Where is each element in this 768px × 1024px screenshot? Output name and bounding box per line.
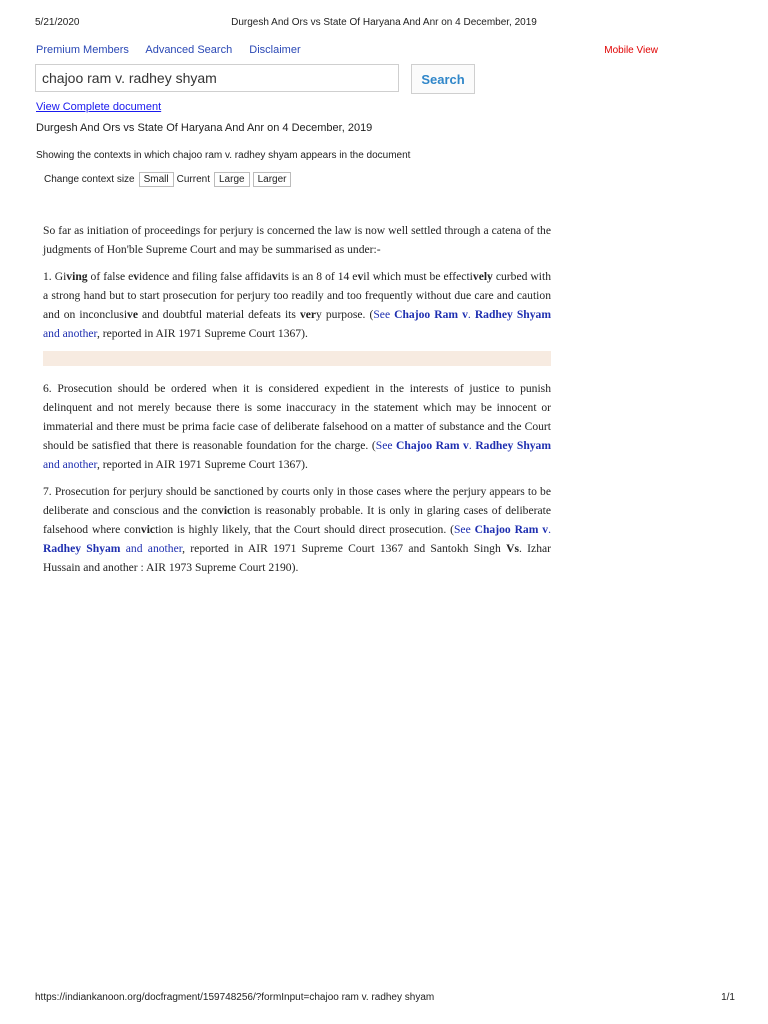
top-nav bbox=[36, 44, 658, 56]
case-link-radhey-shyam[interactable]: Radhey Shyam bbox=[474, 307, 551, 321]
context-size-label: Change context size bbox=[44, 174, 135, 185]
search-input[interactable] bbox=[35, 64, 399, 92]
paragraph-1: 1. Giving of false evidence and filing false affidavits is an 8 of 14 evil which must be effectively curbed with a strong hand but to start prosecution for perjury too readily and too frequently without due care and caution and on inconclusive and doubtful material defeats its very purpose. (See Chajoo Ram v. Radhey Shyam and another, reported in AIR 1971 Supreme Court 1367). bbox=[43, 269, 552, 340]
document-content bbox=[43, 222, 551, 586]
case-link-radhey-shyam[interactable]: Radhey Shyam bbox=[475, 439, 552, 453]
advanced-search-link[interactable]: Advanced Search bbox=[145, 44, 233, 56]
print-url: https://indiankanoon.org/docfragment/159748256/?formInput=chajoo ram v. radhey shyam bbox=[35, 992, 435, 1003]
print-title: Durgesh And Ors vs State Of Haryana And Anr on 4 December, 2019 bbox=[231, 17, 537, 28]
context-small-button[interactable]: Small bbox=[139, 172, 174, 187]
context-size-controls bbox=[44, 172, 294, 187]
premium-members-link[interactable]: Premium Members bbox=[36, 44, 129, 56]
print-date: 5/21/2020 bbox=[35, 17, 80, 28]
document-title: Durgesh And Ors vs State Of Haryana And Anr on 4 December, 2019 bbox=[36, 122, 373, 134]
page-number: 1/1 bbox=[721, 992, 735, 1003]
context-large-button[interactable]: Large bbox=[214, 172, 250, 187]
search-button[interactable]: Search bbox=[411, 64, 475, 94]
case-link-chajoo-ram[interactable]: Chajoo Ram bbox=[394, 307, 459, 321]
paragraph-6: 6. Prosecution should be ordered when it is considered expedient in the interests of justice to punish delinquent and not merely because there is some inaccuracy in the statement which may be innocent or immaterial and there must be prima facie case of deliberate falsehood on a matter of substance and the Court should be satisfied that there is reasonable foundation for the charge. (See Chajoo Ram v. Radhey Shyam and another, reported in AIR 1971 Supreme Court 1367). bbox=[43, 382, 552, 472]
context-current-label: Current bbox=[176, 174, 210, 185]
case-link-chajoo-ram[interactable]: Chajoo Ram bbox=[474, 522, 539, 536]
context-separator bbox=[43, 351, 551, 366]
case-link-chajoo-ram[interactable]: Chajoo Ram bbox=[396, 439, 460, 453]
paragraph-7: 7. Prosecution for perjury should be sanctioned by courts only in those cases where the perjury appears to be deliberate and conscious and the conviction is reasonably probable. It is only in glaring cases of deliberate falsehood where conviction is highly likely, that the Court should direct prosecution. (See Chajoo Ram v. Radhey Shyam and another, reported in AIR 1971 Supreme Court 1367 and Santokh Singh Vs. Izhar Hussain and another : AIR 1973 Supreme Court 2190). bbox=[43, 484, 551, 574]
view-complete-document-link[interactable]: View Complete document bbox=[36, 101, 162, 113]
case-link-radhey-shyam[interactable]: Radhey Shyam bbox=[43, 541, 121, 555]
disclaimer-link[interactable]: Disclaimer bbox=[249, 44, 301, 56]
context-note: Showing the contexts in which chajoo ram v. radhey shyam appears in the document bbox=[36, 150, 411, 161]
context-larger-button[interactable]: Larger bbox=[253, 172, 292, 187]
mobile-view-link[interactable]: Mobile View bbox=[604, 45, 658, 56]
paragraph-intro: So far as initiation of proceedings for perjury is concerned the law is now well settled through a catena of the judgments of Hon'ble Supreme Court and may be summarised as under:- bbox=[43, 224, 551, 256]
